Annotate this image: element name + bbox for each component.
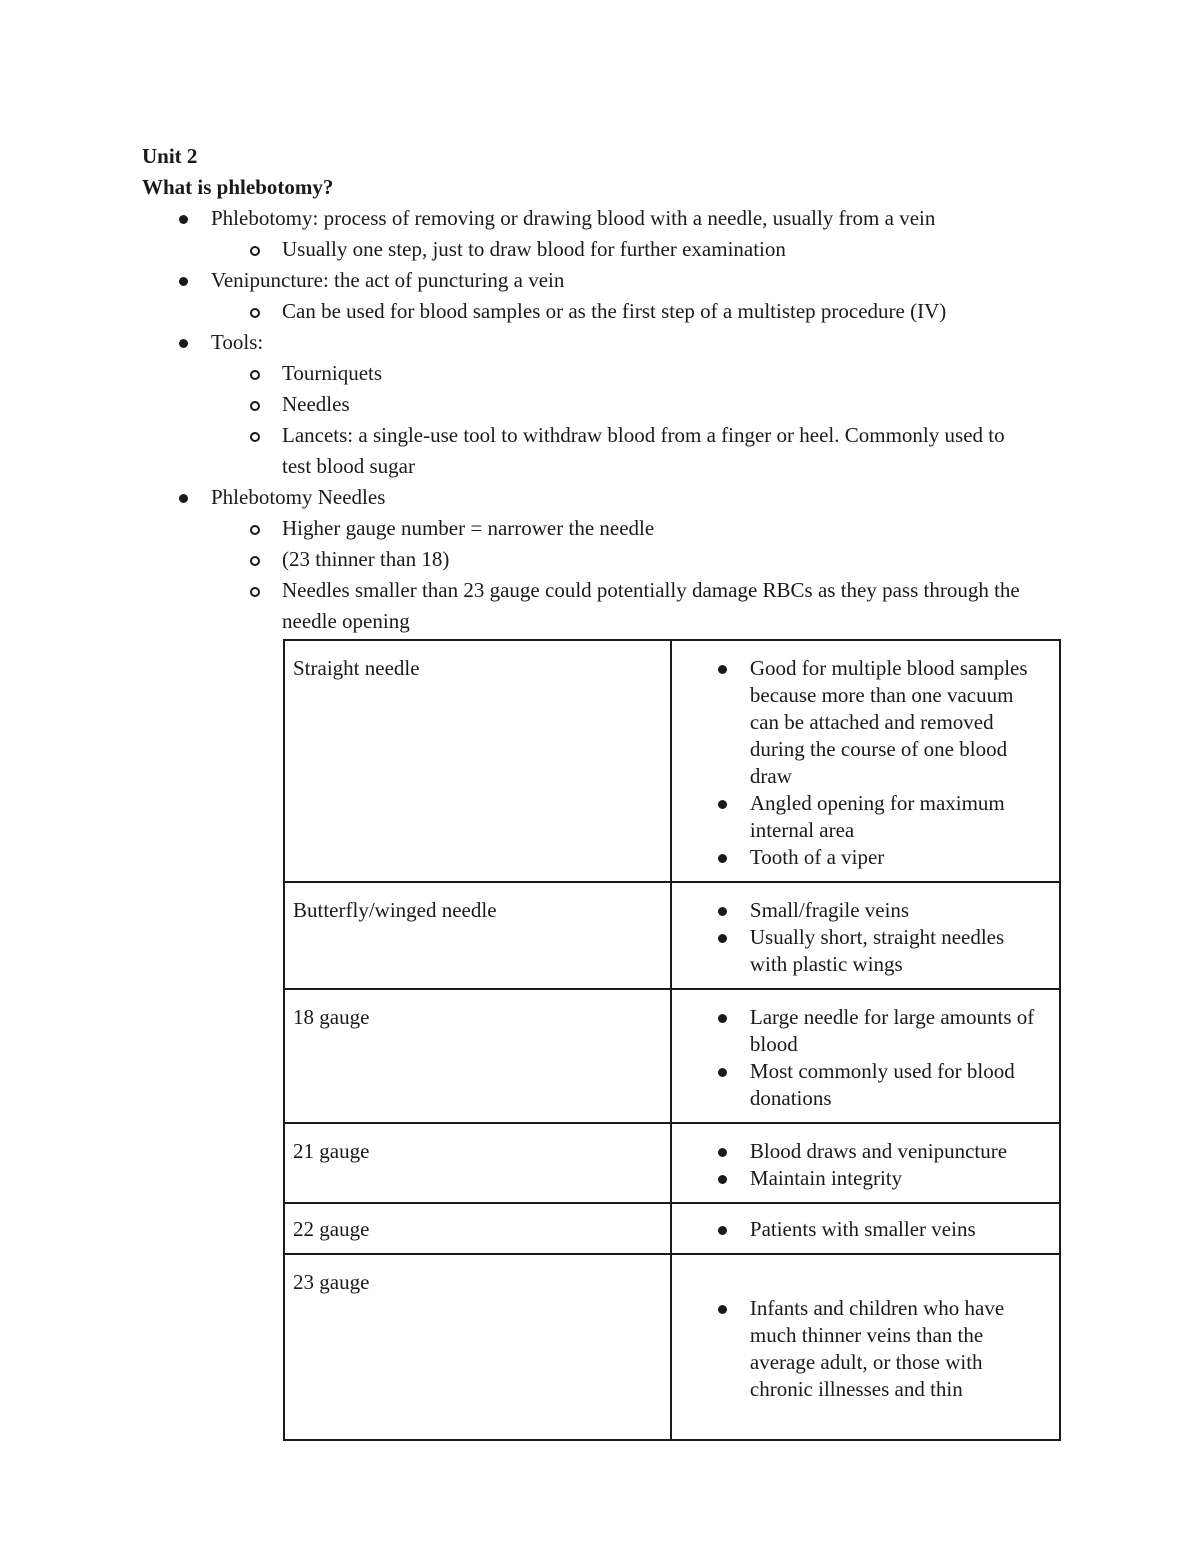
list-item (680, 1216, 1051, 1243)
bullet-icon (179, 215, 188, 224)
sub-bullet-item (0, 544, 1200, 575)
sub-bullet-item (0, 575, 1200, 637)
needle-description (671, 1254, 1060, 1440)
point-text: Infants and children who have much thinner veins than the average adult, or those with chronic illnesses and thin (749, 1296, 1005, 1401)
list-item (680, 924, 1051, 978)
bullet-icon (718, 1305, 727, 1314)
bullet-icon (718, 854, 727, 863)
bullet-icon (718, 907, 727, 916)
point-text: Maintain integrity (749, 1166, 903, 1190)
list-item (680, 844, 1051, 871)
sub-bullet-text: (23 thinner than 18) (282, 547, 450, 571)
bullet-icon (718, 1175, 727, 1184)
sub-bullet-item (0, 234, 1200, 265)
bullet-icon (718, 800, 727, 809)
sub-bullet-icon (250, 308, 260, 318)
bullet-icon (718, 1226, 727, 1235)
bullet-icon (718, 1068, 727, 1077)
list-item (680, 897, 1051, 924)
sub-bullet-icon (250, 587, 260, 597)
list-item (680, 1295, 1051, 1403)
point-text: Good for multiple blood samples because more than one vacuum can be attached and removed during the course of one blood draw (749, 656, 1028, 788)
list-item (680, 790, 1051, 844)
needle-table (283, 639, 1061, 1441)
bullet-icon (179, 277, 188, 286)
point-text: Large needle for large amounts of blood (749, 1005, 1035, 1056)
needle-name: 21 gauge (284, 1123, 671, 1203)
sub-bullet-text: Tourniquets (282, 361, 383, 385)
point-text: Tooth of a viper (749, 845, 885, 869)
sub-bullet-text: Usually one step, just to draw blood for further examination (282, 237, 786, 261)
needle-points (680, 655, 1051, 871)
bullet-icon (179, 339, 188, 348)
point-text: Usually short, straight needles with plastic wings (749, 925, 1005, 976)
list-item (680, 1058, 1051, 1112)
sub-bullet-item (0, 296, 1200, 327)
bullet-item (0, 203, 1200, 234)
needle-name: 18 gauge (284, 989, 671, 1123)
needle-description (671, 1203, 1060, 1254)
bullet-icon (718, 665, 727, 674)
bullet-item (0, 327, 1200, 358)
bullet-icon (718, 1148, 727, 1157)
point-text: Most commonly used for blood donations (749, 1059, 1015, 1110)
needle-description (671, 989, 1060, 1123)
sub-bullet-item (0, 420, 1200, 482)
sub-bullet-icon (250, 432, 260, 442)
sub-bullet-item (0, 389, 1200, 420)
table-row (284, 989, 1060, 1123)
sub-bullet-text: Needles (282, 392, 350, 416)
sub-bullet-icon (250, 370, 260, 380)
bullet-text: Phlebotomy: process of removing or drawing blood with a needle, usually from a vein (211, 206, 936, 230)
section-title: What is phlebotomy? (142, 175, 334, 199)
sub-bullet-item (0, 358, 1200, 389)
sub-bullet-item (0, 513, 1200, 544)
needle-name: 23 gauge (284, 1254, 671, 1440)
bullet-item (0, 482, 1200, 513)
table-row (284, 1123, 1060, 1203)
needle-points (680, 1004, 1051, 1112)
needle-points (680, 1295, 1051, 1403)
bullet-item (0, 265, 1200, 296)
point-text: Angled opening for maximum internal area (749, 791, 1005, 842)
list-item (680, 655, 1051, 790)
point-text: Blood draws and venipuncture (749, 1139, 1008, 1163)
needle-name: Butterfly/winged needle (284, 882, 671, 989)
sub-bullet-text: Can be used for blood samples or as the first step of a multistep procedure (IV) (282, 299, 947, 323)
sub-bullet-text: Higher gauge number = narrower the needle (282, 516, 655, 540)
needle-points (680, 1138, 1051, 1192)
bullet-icon (718, 934, 727, 943)
needle-description (671, 882, 1060, 989)
point-text: Patients with smaller veins (749, 1217, 976, 1241)
list-item (680, 1004, 1051, 1058)
sub-bullet-text: Needles smaller than 23 gauge could potentially damage RBCs as they pass through the needle opening (282, 578, 1020, 633)
point-text: Small/fragile veins (749, 898, 910, 922)
needle-name: Straight needle (284, 640, 671, 882)
bullet-text: Phlebotomy Needles (211, 485, 386, 509)
needle-description (671, 1123, 1060, 1203)
bullet-icon (179, 494, 188, 503)
needle-description (671, 640, 1060, 882)
sub-bullet-icon (250, 246, 260, 256)
needle-points (680, 1216, 1051, 1243)
sub-bullet-icon (250, 401, 260, 411)
table-row (284, 1254, 1060, 1440)
table-row (284, 640, 1060, 882)
outline-list (0, 203, 1200, 637)
sub-bullet-icon (250, 525, 260, 535)
bullet-text: Venipuncture: the act of puncturing a vein (211, 268, 565, 292)
sub-bullet-icon (250, 556, 260, 566)
needle-points (680, 897, 1051, 978)
unit-title: Unit 2 (142, 144, 198, 168)
bullet-icon (718, 1014, 727, 1023)
list-item (680, 1165, 1051, 1192)
table-row (284, 1203, 1060, 1254)
table-row (284, 882, 1060, 989)
needle-name: 22 gauge (284, 1203, 671, 1254)
bullet-text: Tools: (211, 330, 264, 354)
sub-bullet-text: Lancets: a single-use tool to withdraw blood from a finger or heel. Commonly used to test blood sugar (282, 423, 1005, 478)
list-item (680, 1138, 1051, 1165)
